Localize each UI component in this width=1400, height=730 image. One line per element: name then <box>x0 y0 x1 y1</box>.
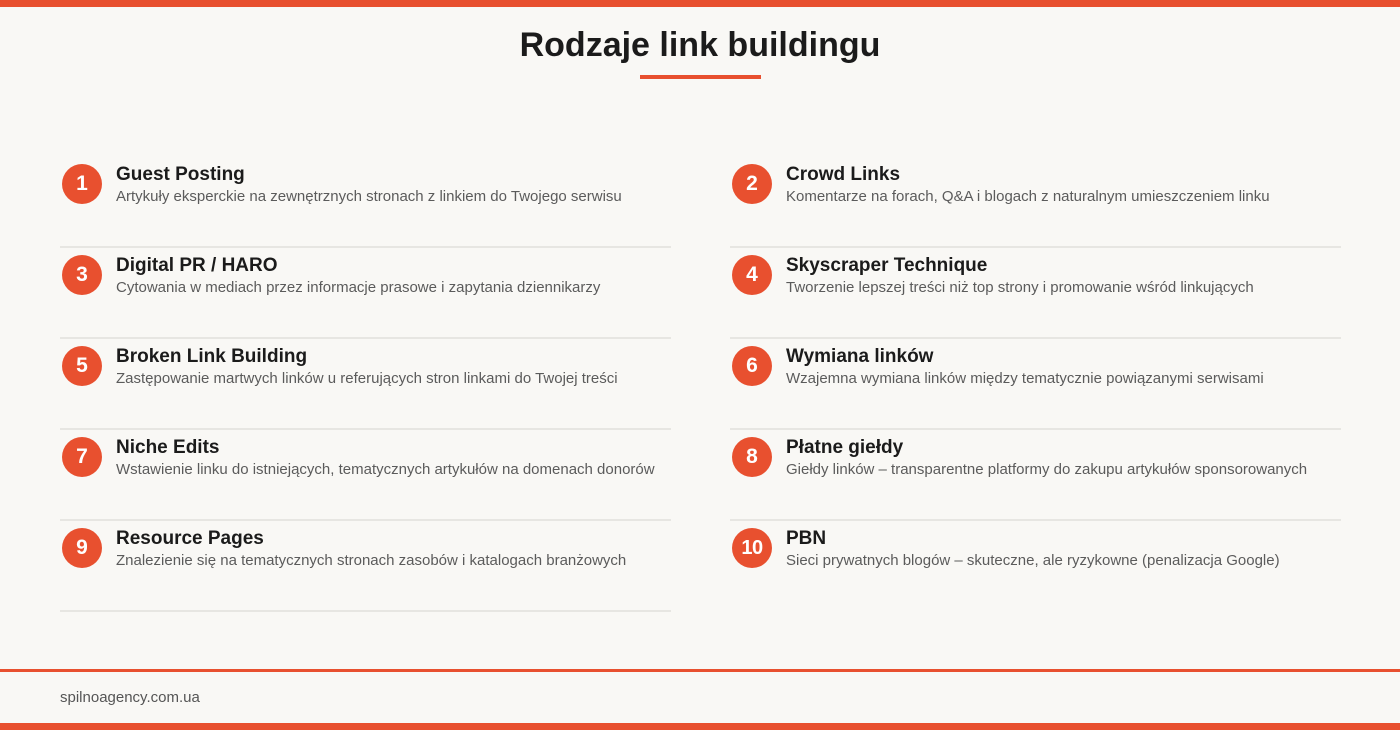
list-item <box>730 430 1341 521</box>
list-item <box>730 521 1341 612</box>
item-number-badge: 4 <box>732 255 772 295</box>
link-building-types-list <box>60 157 1341 612</box>
item-number-badge: 6 <box>732 346 772 386</box>
item-number-badge: 3 <box>62 255 102 295</box>
item-description: Sieci prywatnych blogów – skuteczne, ale ryzykowne (penalizacja Google) <box>786 552 1280 569</box>
item-title: Wymiana linków <box>786 346 934 367</box>
top-accent-bar <box>0 0 1400 7</box>
item-title: Resource Pages <box>116 528 264 549</box>
item-description: Wstawienie linku do istniejących, tematycznych artykułów na domenach donorów <box>116 461 655 478</box>
item-number-badge: 1 <box>62 164 102 204</box>
list-item <box>730 248 1341 339</box>
item-description: Zastępowanie martwych linków u referujących stron linkami do Twojej treści <box>116 370 618 387</box>
item-title: PBN <box>786 528 827 549</box>
list-item <box>60 339 671 430</box>
item-description: Znalezienie się na tematycznych stronach zasobów i katalogach branżowych <box>116 552 627 569</box>
item-title: Digital PR / HARO <box>116 255 278 276</box>
item-title: Niche Edits <box>116 437 220 458</box>
list-item <box>730 339 1341 430</box>
item-description: Giełdy linków – transparentne platformy do zakupu artykułów sponsorowanych <box>786 461 1308 478</box>
item-number-badge: 7 <box>62 437 102 477</box>
item-number-badge: 5 <box>62 346 102 386</box>
footer-divider <box>0 669 1400 672</box>
title-underline <box>640 75 761 79</box>
item-number-badge: 10 <box>732 528 772 568</box>
page-title: Rodzaje link buildingu <box>519 26 881 64</box>
item-description: Wzajemna wymiana linków między tematycznie powiązanymi serwisami <box>786 370 1264 387</box>
item-number-badge: 9 <box>62 528 102 568</box>
item-number-badge: 2 <box>732 164 772 204</box>
item-description: Cytowania w mediach przez informacje prasowe i zapytania dziennikarzy <box>116 279 601 296</box>
list-item <box>60 430 671 521</box>
item-title: Broken Link Building <box>116 346 308 367</box>
list-item <box>60 521 671 612</box>
item-description: Tworzenie lepszej treści niż top strony i promowanie wśród linkujących <box>786 279 1254 296</box>
item-description: Artykuły eksperckie na zewnętrznych stronach z linkiem do Twojego serwisu <box>116 188 622 205</box>
list-item <box>730 157 1341 248</box>
item-number-badge: 8 <box>732 437 772 477</box>
bottom-accent-bar <box>0 723 1400 730</box>
item-title: Guest Posting <box>116 164 245 185</box>
item-title: Crowd Links <box>786 164 901 185</box>
footer-domain: spilnoagency.com.ua <box>60 689 200 706</box>
item-description: Komentarze na forach, Q&A i blogach z naturalnym umieszczeniem linku <box>786 188 1270 205</box>
item-title: Skyscraper Technique <box>786 255 988 276</box>
item-title: Płatne giełdy <box>786 437 904 458</box>
list-item <box>60 157 671 248</box>
list-item <box>60 248 671 339</box>
